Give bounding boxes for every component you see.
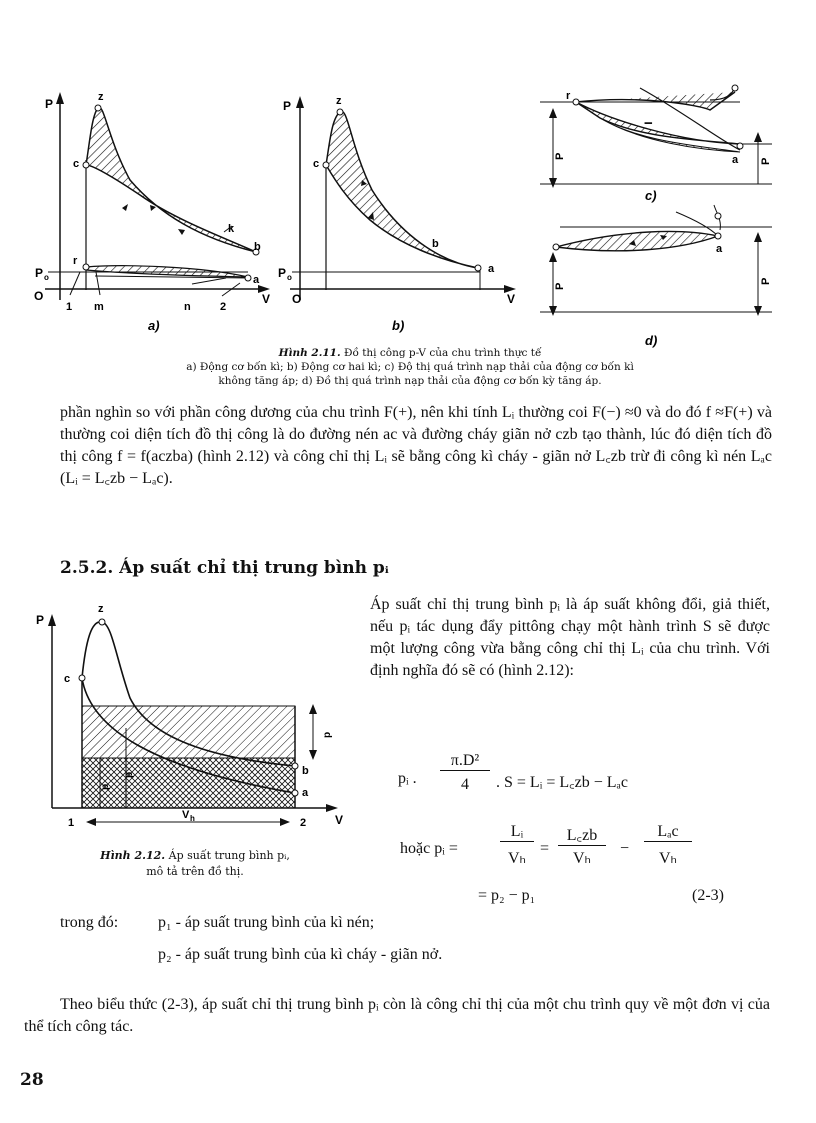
figure-2-12-caption — [60, 848, 330, 880]
svg-text:b): b) — [392, 318, 405, 333]
svg-text:b: b — [254, 241, 261, 253]
svg-text:p: p — [322, 731, 333, 738]
svg-text:o: o — [287, 273, 292, 282]
panel-a — [34, 91, 270, 313]
svg-text:c: c — [313, 158, 320, 170]
svg-text:z: z — [98, 603, 104, 615]
eq2-line2: = p₂ − p₁ — [478, 887, 536, 904]
eq2-f3-den: Vₕ — [658, 850, 678, 867]
svg-text:O: O — [292, 292, 302, 306]
svg-text:a: a — [488, 263, 495, 275]
caption-line3-2-11: không tăng áp; d) Đồ thị quá trình nạp thải của động cơ bốn kỳ tăng áp. — [218, 375, 602, 387]
section-heading: 2.5.2. Áp suất chỉ thị trung bình pᵢ — [60, 558, 389, 578]
svg-text:m: m — [94, 301, 104, 313]
svg-text:a: a — [253, 274, 260, 286]
svg-text:h: h — [190, 814, 195, 823]
svg-text:1: 1 — [68, 817, 75, 829]
svg-text:a: a — [302, 787, 309, 799]
svg-text:k: k — [228, 223, 235, 235]
svg-text:P: P — [278, 266, 287, 280]
svg-text:1: 1 — [66, 301, 73, 313]
svg-text:c: c — [64, 673, 71, 685]
eq2-f1-den: Vₕ — [507, 850, 527, 867]
svg-text:a): a) — [148, 318, 160, 333]
eq2-f1-num: Lᵢ — [500, 823, 534, 842]
svg-text:P: P — [36, 613, 45, 627]
svg-text:V: V — [262, 292, 271, 306]
caption-text-2-11: Đồ thị công p-V của chu trình thực tế — [343, 347, 542, 359]
svg-text:n: n — [184, 301, 191, 313]
svg-text:a: a — [732, 154, 739, 166]
eq2-prefix: hoặc pᵢ = — [400, 840, 458, 857]
svg-text:P: P — [760, 157, 772, 165]
svg-text:P: P — [760, 277, 772, 285]
paragraph-2: Áp suất chỉ thị trung bình pᵢ là áp suất không đổi, giả thiết, nếu pᵢ tác dụng đẩy pittông chạy một hành trình S sẽ được một lượng công vừa bằng công chỉ thị Lᵢ của chu trình. Với định nghĩa đó sẽ có (hình 2.12): — [370, 596, 770, 679]
caption-line2-2-11: a) Động cơ bốn kì; b) Động cơ hai kì; c) Độ thị quá trình nạp thải của động cơ bốn kì — [186, 361, 634, 373]
figure-2-11 — [0, 0, 816, 360]
svg-text:p: p — [124, 771, 135, 778]
svg-text:b: b — [302, 765, 309, 777]
svg-text:d): d) — [645, 333, 658, 348]
panel-c — [540, 85, 772, 203]
panel-d — [540, 205, 772, 348]
eq-number: (2-3) — [692, 887, 724, 904]
svg-text:P: P — [35, 266, 44, 280]
minus-sign: − — [644, 115, 653, 132]
eq2-f2-den: Vₕ — [572, 850, 592, 867]
svg-text:P: P — [283, 99, 292, 113]
svg-text:P: P — [45, 97, 54, 111]
svg-text:P: P — [554, 282, 566, 290]
label-z-a: z — [98, 91, 104, 103]
svg-text:O: O — [34, 289, 44, 303]
paragraph-3: Theo biểu thức (2-3), áp suất chỉ thị trung bình pᵢ còn là công chỉ thị của một chu trình quy về một đơn vị của thể tích công tác. — [24, 996, 770, 1035]
svg-text:a: a — [716, 243, 723, 255]
eq1-rhs: . S = Lᵢ = L꜀zb − Lₐc — [496, 774, 629, 791]
where-intro: trong đó: — [60, 914, 119, 931]
figure-2-11-caption — [60, 346, 760, 388]
svg-text:o: o — [44, 273, 49, 282]
svg-text:z: z — [336, 95, 342, 107]
svg-text:c: c — [73, 158, 80, 170]
eq1-numerator: π.D² — [440, 752, 490, 771]
eq1-denominator: 4 — [461, 776, 469, 793]
svg-text:P: P — [554, 152, 566, 160]
caption-line1-2-12: Áp suất trung bình pᵢ, — [168, 849, 290, 862]
where-item1: p₁ - áp suất trung bình của kì nén; — [158, 914, 375, 931]
figure-2-12 — [30, 598, 360, 838]
svg-text:c): c) — [645, 188, 657, 203]
svg-text:2: 2 — [300, 817, 307, 829]
eq2-f3-num: Lₐc — [644, 823, 692, 842]
svg-text:p: p — [100, 783, 111, 790]
where-item2: p₂ - áp suất trung bình của kì cháy - giãn nở. — [158, 946, 443, 963]
paragraph-1: phần nghìn so với phần công dương của chu trình F(+), nên khi tính Lᵢ thường coi F(−) ≈0 và do đó f ≈F(+) và thường coi diện tích đồ thị công là do đường nén ac và đường cháy giãn nở czb tạo thành, lúc đó diện tích đồ thị công f = f(aczba) (hình 2.12) và công chỉ thị Lᵢ sẽ bằng công kì cháy - giãn nở L꜀zb trừ đi công kì nén Lₐc (Lᵢ = L꜀zb − Lₐc). — [60, 404, 772, 487]
svg-text:V: V — [335, 813, 344, 827]
svg-text:2: 2 — [220, 301, 227, 313]
caption-title-2-12: Hình 2.12. — [100, 849, 166, 862]
eq2-f2-num: L꜀zb — [558, 823, 606, 846]
svg-text:V: V — [507, 292, 516, 306]
svg-text:r: r — [566, 90, 571, 102]
svg-text:b: b — [432, 238, 439, 250]
panel-b — [278, 95, 516, 306]
caption-title-2-11: Hình 2.11. — [278, 347, 341, 359]
caption-line2-2-12: mô tả trên đồ thị. — [146, 865, 244, 878]
vh-label: V — [182, 809, 190, 821]
eq1-lhs: pᵢ . — [398, 770, 417, 787]
page-number: 28 — [20, 1070, 44, 1090]
svg-text:r: r — [73, 255, 78, 267]
